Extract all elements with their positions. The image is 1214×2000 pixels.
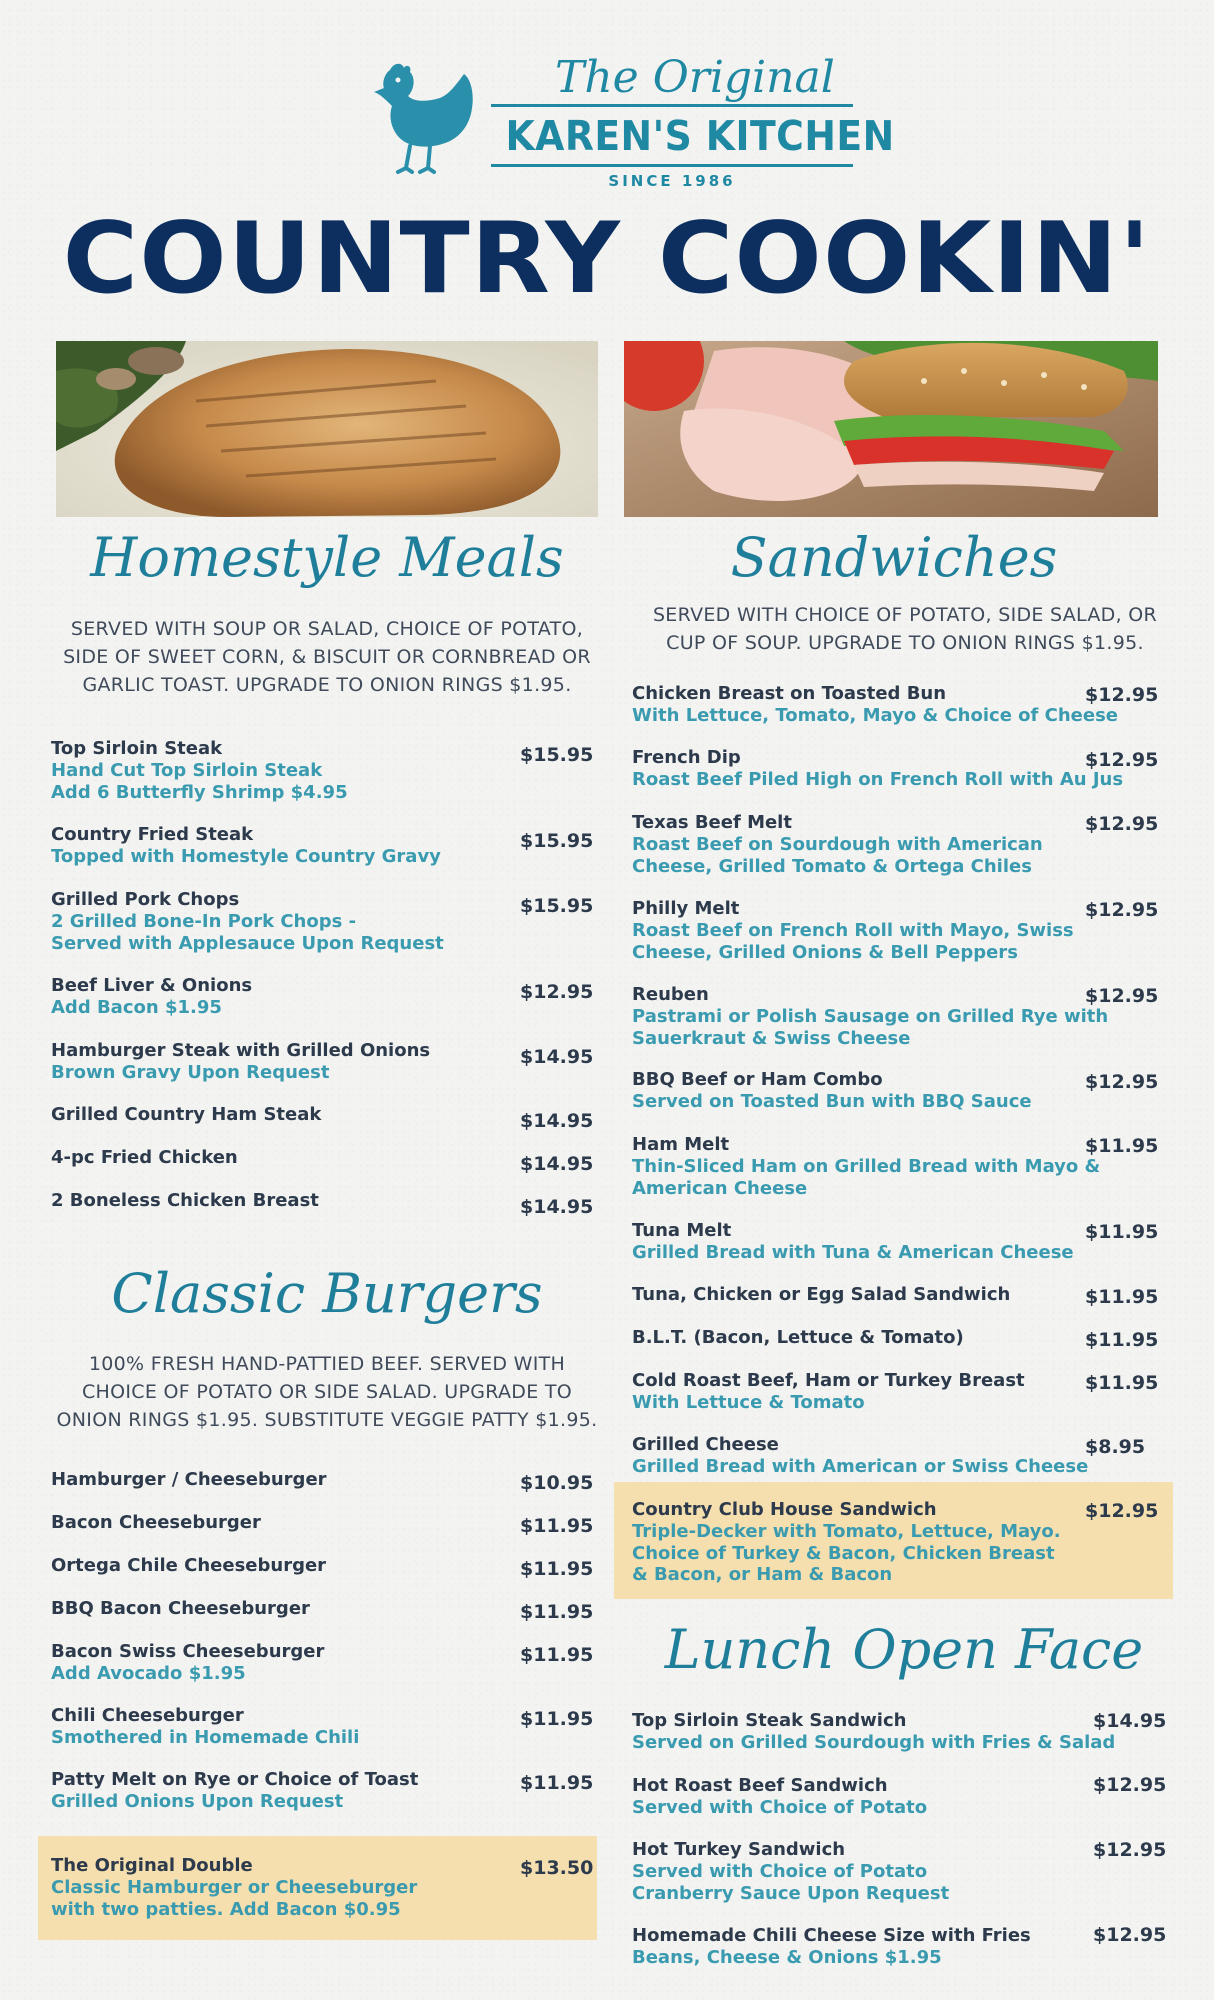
item-price: $12.95 — [1085, 684, 1159, 706]
item-price: $11.95 — [1085, 1286, 1159, 1308]
brand-rule-bottom — [491, 164, 853, 167]
list-item: Ortega Chile Cheeseburger — [51, 1555, 327, 1576]
list-item: Cold Roast Beef, Ham or Turkey Breast With Lettuce & Tomato — [632, 1370, 1025, 1413]
list-item: Patty Melt on Rye or Choice of Toast Grilled Onions Upon Request — [51, 1769, 419, 1812]
list-item: BBQ Bacon Cheeseburger — [51, 1598, 310, 1619]
brand-since: SINCE 1986 — [608, 172, 736, 190]
list-item: Reuben Pastrami or Polish Sausage on Grilled Rye with Sauerkraut & Swiss Cheese — [632, 984, 1109, 1049]
list-item: B.L.T. (Bacon, Lettuce & Tomato) — [632, 1327, 964, 1348]
sandwiches-title: Sandwiches — [730, 526, 1058, 589]
item-price: $11.95 — [520, 1772, 594, 1794]
openface-title: Lunch Open Face — [664, 1618, 1144, 1681]
sandwiches-desc: SERVED WITH CHOICE OF POTATO, SIDE SALAD, OR CUP OF SOUP. UPGRADE TO ONION RINGS $1.95. — [652, 604, 1158, 654]
list-item: 4-pc Fried Chicken — [51, 1147, 238, 1168]
item-price: $12.95 — [520, 981, 594, 1003]
list-item: French Dip Roast Beef Piled High on French Roll with Au Jus — [632, 747, 1124, 790]
item-price: $11.95 — [1085, 1372, 1159, 1394]
pork-chop-photo — [56, 341, 598, 517]
list-item: Country Fried Steak Topped with Homestyle Country Gravy — [51, 824, 441, 867]
item-price: $10.95 — [520, 1472, 594, 1494]
item-price: $12.95 — [1085, 1500, 1159, 1522]
homestyle-desc: SERVED WITH SOUP OR SALAD, CHOICE OF POTATO, SIDE OF SWEET CORN, & BISCUIT OR CORNBREAD OR GARLIC TOAST. UPGRADE TO ONION RINGS $1.95. — [63, 618, 591, 696]
list-item: Philly Melt Roast Beef on French Roll with Mayo, Swiss Cheese, Grilled Onions & Bell Peppers — [632, 898, 1074, 963]
item-price: $14.95 — [520, 1110, 594, 1132]
item-price: $14.95 — [1093, 1710, 1167, 1732]
list-item: Tuna Melt Grilled Bread with Tuna & American Cheese — [632, 1220, 1074, 1263]
homestyle-title: Homestyle Meals — [90, 526, 564, 589]
list-item: Chili Cheeseburger Smothered in Homemade Chili — [51, 1705, 360, 1748]
item-price: $12.95 — [1085, 749, 1159, 771]
item-price: $11.95 — [1085, 1135, 1159, 1157]
item-price: $15.95 — [520, 895, 594, 917]
page-title: COUNTRY COOKIN' — [62, 202, 1152, 316]
brand-rule-top — [491, 104, 853, 107]
list-item: Chicken Breast on Toasted Bun With Lettuce, Tomato, Mayo & Choice of Cheese — [632, 683, 1118, 726]
burgers-desc: 100% FRESH HAND-PATTIED BEEF. SERVED WITH CHOICE OF POTATO OR SIDE SALAD. UPGRADE TO ONION RINGS $1.95. SUBSTITUTE VEGGIE PATTY $1.95. — [56, 1353, 598, 1431]
item-price: $12.95 — [1085, 985, 1159, 1007]
item-price: $8.95 — [1085, 1436, 1146, 1458]
hen-icon — [360, 56, 480, 186]
burgers-title: Classic Burgers — [111, 1262, 543, 1325]
item-price: $11.95 — [520, 1558, 594, 1580]
item-price: $12.95 — [1093, 1774, 1167, 1796]
list-item: Tuna, Chicken or Egg Salad Sandwich — [632, 1284, 1011, 1305]
item-price: $11.95 — [1085, 1329, 1159, 1351]
item-price: $12.95 — [1085, 1071, 1159, 1093]
featured-item: The Original Double Classic Hamburger or Cheeseburger with two patties. Add Bacon $0.95 — [51, 1855, 418, 1920]
list-item: Hot Roast Beef Sandwich Served with Choice of Potato — [632, 1775, 928, 1818]
list-item: Top Sirloin Steak Hand Cut Top Sirloin Steak Add 6 Butterfly Shrimp $4.95 — [51, 738, 348, 803]
list-item: Bacon Swiss Cheeseburger Add Avocado $1.95 — [51, 1641, 325, 1684]
list-item: BBQ Beef or Ham Combo Served on Toasted Bun with BBQ Sauce — [632, 1069, 1032, 1112]
list-item: 2 Boneless Chicken Breast — [51, 1190, 319, 1211]
item-price: $14.95 — [520, 1196, 594, 1218]
featured-item: Country Club House Sandwich Triple-Decker with Tomato, Lettuce, Mayo. Choice of Turkey & Bacon, Chicken Breast & Bacon, or Ham & Bacon — [632, 1499, 1061, 1585]
item-price: $12.95 — [1085, 899, 1159, 921]
list-item: Beef Liver & Onions Add Bacon $1.95 — [51, 975, 253, 1018]
list-item: Grilled Country Ham Steak — [51, 1104, 322, 1125]
list-item: Top Sirloin Steak Sandwich Served on Grilled Sourdough with Fries & Salad — [632, 1710, 1116, 1753]
item-price: $11.95 — [520, 1644, 594, 1666]
item-price: $11.95 — [1085, 1221, 1159, 1243]
item-price: $15.95 — [520, 830, 594, 852]
item-price: $11.95 — [520, 1601, 594, 1623]
list-item: Hamburger / Cheeseburger — [51, 1469, 327, 1490]
brand-tagline: The Original — [555, 52, 835, 103]
item-price: $15.95 — [520, 744, 594, 766]
item-price: $12.95 — [1093, 1839, 1167, 1861]
item-price: $12.95 — [1093, 1924, 1167, 1946]
item-price: $12.95 — [1085, 813, 1159, 835]
list-item: Hamburger Steak with Grilled Onions Brown Gravy Upon Request — [51, 1040, 431, 1083]
brand-logo — [360, 52, 895, 202]
list-item: Grilled Pork Chops 2 Grilled Bone-In Pork Chops - Served with Applesauce Upon Request — [51, 889, 444, 954]
list-item: Homemade Chili Cheese Size with Fries Beans, Cheese & Onions $1.95 — [632, 1925, 1031, 1968]
item-price: $11.95 — [520, 1708, 594, 1730]
item-price: $13.50 — [520, 1857, 594, 1879]
sandwich-photo — [624, 341, 1158, 517]
item-price: $14.95 — [520, 1153, 594, 1175]
item-price: $14.95 — [520, 1046, 594, 1068]
item-price: $11.95 — [520, 1515, 594, 1537]
list-item: Ham Melt Thin-Sliced Ham on Grilled Bread with Mayo & American Cheese — [632, 1134, 1101, 1199]
list-item: Grilled Cheese Grilled Bread with American or Swiss Cheese — [632, 1434, 1089, 1477]
list-item: Hot Turkey Sandwich Served with Choice of Potato Cranberry Sauce Upon Request — [632, 1839, 950, 1904]
brand-name: KAREN'S KITCHEN — [505, 112, 895, 160]
list-item: Texas Beef Melt Roast Beef on Sourdough with American Cheese, Grilled Tomato & Ortega Chiles — [632, 812, 1043, 877]
list-item: Bacon Cheeseburger — [51, 1512, 261, 1533]
